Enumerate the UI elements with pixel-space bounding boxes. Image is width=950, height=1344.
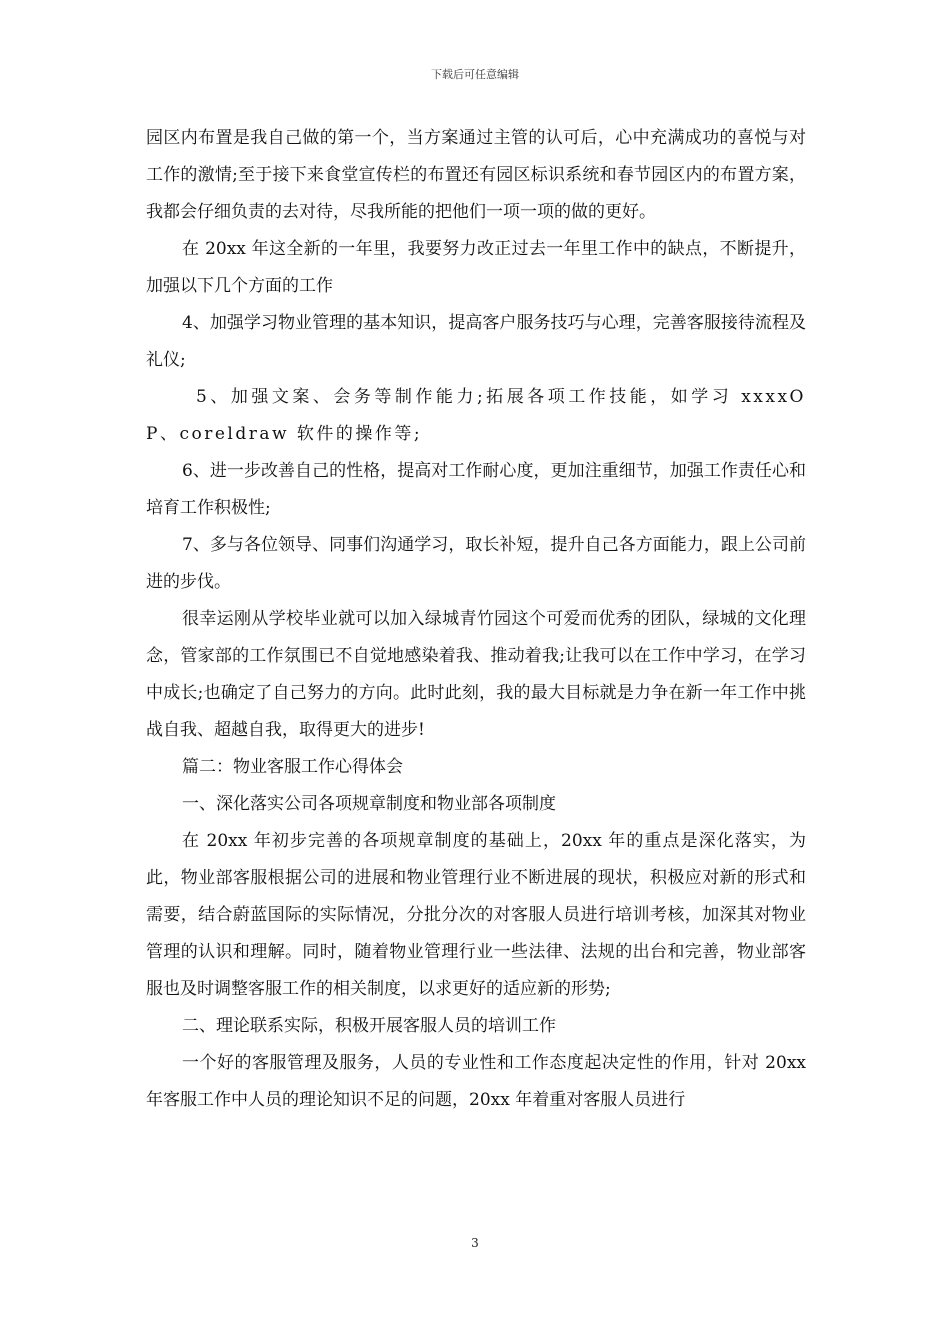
paragraph-section-1: 在 20xx 年初步完善的各项规章制度的基础上，20xx 年的重点是深化落实，为此，物业部客服根据公司的进展和物业管理行业不断进展的现状，积极应对新的形式和需要，结合蔚蓝国际的实际情况，分批分次的对客服人员进行培训考核，加深其对物业管理的认识和理解。同时，随着物业管理行业一些法律、法规的出台和完善，物业部客服也及时调整客服工作的相关制度，以求更好的适应新的形势; <box>146 831 806 999</box>
list-item-5: 5、加强文案、会务等制作能力;拓展各项工作技能，如学习 xxxxOP、coreldraw 软件的操作等; <box>146 387 806 444</box>
document-body <box>146 120 806 1119</box>
list-item-6: 6、进一步改善自己的性格，提高对工作耐心度，更加注重细节，加强工作责任心和培育工作积极性; <box>146 461 806 518</box>
list-item-7: 7、多与各位领导、同事们沟通学习，取长补短，提升自己各方面能力，跟上公司前进的步伐。 <box>146 535 806 592</box>
section-heading-2: 二、理论联系实际，积极开展客服人员的培训工作 <box>182 1016 556 1036</box>
paragraph-conclusion: 很幸运刚从学校毕业就可以加入绿城青竹园这个可爱而优秀的团队，绿城的文化理念，管家部的工作氛围已不自觉地感染着我、推动着我;让我可以在工作中学习，在学习中成长;也确定了自己努力的方向。此时此刻，我的最大目标就是力争在新一年工作中挑战自我、超越自我，取得更大的进步! <box>146 609 806 740</box>
page-header: 下载后可任意编辑 <box>431 68 519 81</box>
section-heading-1: 一、深化落实公司各项规章制度和物业部各项制度 <box>182 794 556 814</box>
list-item-4: 4、加强学习物业管理的基本知识，提高客户服务技巧与心理，完善客服接待流程及礼仪; <box>146 313 806 370</box>
paragraph-1: 园区内布置是我自己做的第一个，当方案通过主管的认可后，心中充满成功的喜悦与对工作的激情;至于接下来食堂宣传栏的布置还有园区标识系统和春节园区内的布置方案，我都会仔细负责的去对待，尽我所能的把他们一项一项的做的更好。 <box>146 128 806 222</box>
paragraph-2: 在 20xx 年这全新的一年里，我要努力改正过去一年里工作中的缺点，不断提升，加强以下几个方面的工作 <box>146 239 806 296</box>
page-number: 3 <box>471 1236 479 1250</box>
paragraph-section-2: 一个好的客服管理及服务，人员的专业性和工作态度起决定性的作用，针对 20xx 年客服工作中人员的理论知识不足的问题，20xx 年着重对客服人员进行 <box>146 1053 806 1110</box>
section-title-part-two: 篇二：物业客服工作心得体会 <box>182 757 403 777</box>
